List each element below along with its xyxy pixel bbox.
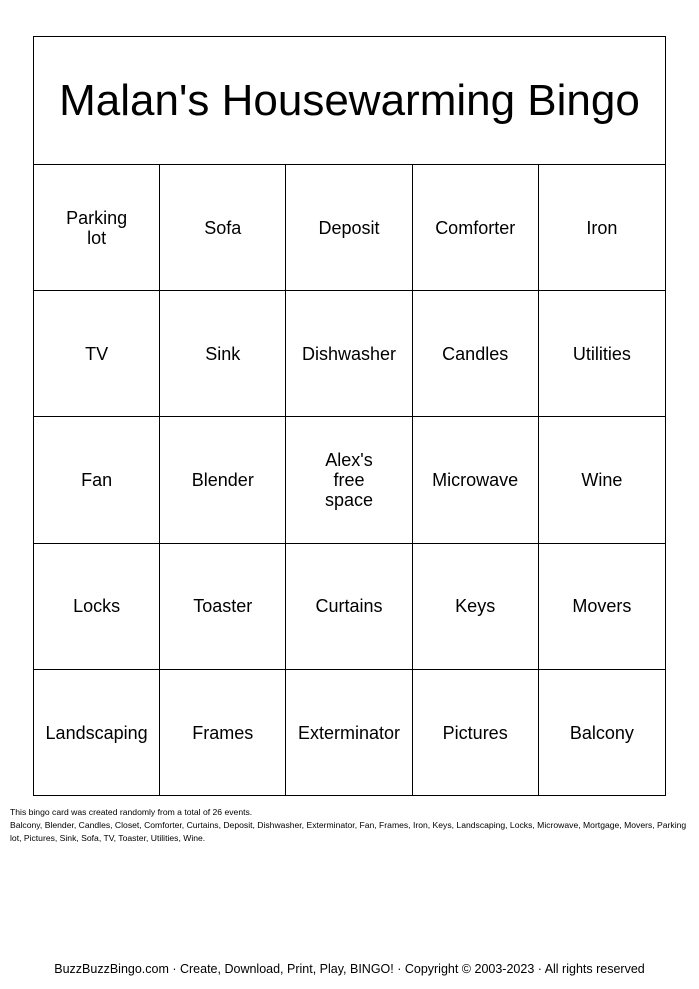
bingo-cell: Microwave — [413, 417, 539, 543]
events-list: Balcony, Blender, Candles, Closet, Comforter, Curtains, Deposit, Dishwasher, Exterminator, Fan, Frames, Iron, Keys, Landscaping, Locks, Microwave, Mortgage, Movers, Parking lot, Pictures, Sink, Sofa, TV, Toaster, Utilities, Wine. — [10, 820, 687, 843]
bingo-cell: Wine — [539, 417, 665, 543]
footer-text: BuzzBuzzBingo.com · Create, Download, Print, Play, BINGO! · Copyright © 2003-2023 · All rights reserved — [54, 962, 645, 976]
bingo-cell: Candles — [413, 291, 539, 417]
bingo-cell: Utilities — [539, 291, 665, 417]
bingo-cell: Parking lot — [34, 165, 160, 291]
bingo-cell: Curtains — [286, 544, 412, 670]
bingo-cell: Fan — [34, 417, 160, 543]
bingo-cell: Dishwasher — [286, 291, 412, 417]
bingo-cell: Comforter — [413, 165, 539, 291]
bingo-cell: Landscaping — [34, 670, 160, 796]
bingo-cell: Exterminator — [286, 670, 412, 796]
free-space-cell: Alex's free space — [286, 417, 412, 543]
bingo-cell: Balcony — [569, 722, 634, 743]
bingo-cell: Sofa — [160, 165, 286, 291]
bingo-cell: Deposit — [286, 165, 412, 291]
events-summary: This bingo card was created randomly from a total of 26 events. — [10, 807, 253, 817]
bingo-cell: Sink — [160, 291, 286, 417]
bingo-cell: Keys — [413, 544, 539, 670]
bingo-cell: Locks — [34, 544, 160, 670]
bingo-grid — [34, 165, 665, 796]
bingo-cell: TV — [34, 291, 160, 417]
card-info — [10, 806, 692, 845]
bingo-cell: Frames — [160, 670, 286, 796]
bingo-card — [33, 36, 666, 796]
bingo-cell: Blender — [160, 417, 286, 543]
bingo-cell: Pictures — [413, 670, 539, 796]
bingo-cell: Movers — [539, 544, 665, 670]
bingo-cell: Toaster — [160, 544, 286, 670]
bingo-cell: Iron — [539, 165, 665, 291]
card-title: Malan's Housewarming Bingo — [34, 37, 665, 165]
